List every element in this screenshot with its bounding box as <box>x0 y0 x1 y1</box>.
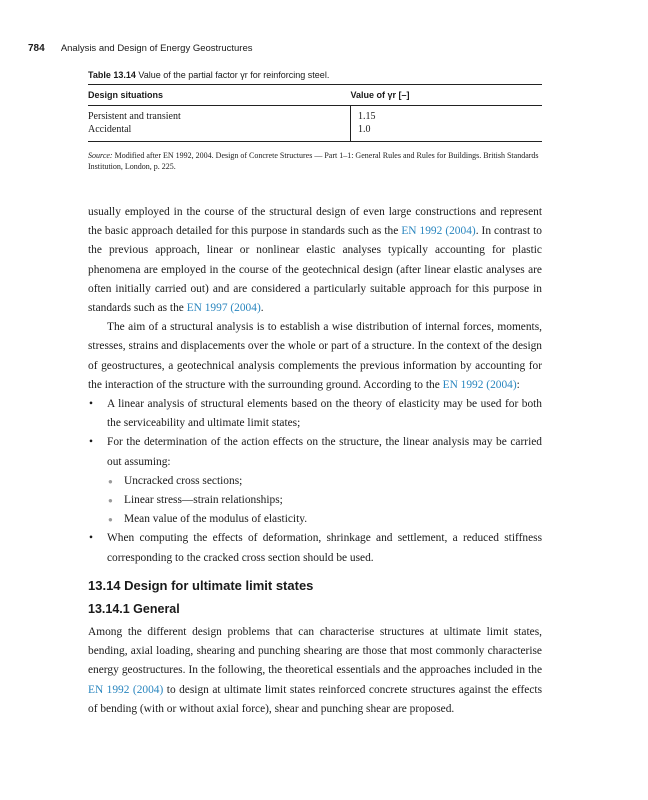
table-block <box>88 70 542 172</box>
partial-factor-table <box>88 84 542 142</box>
bullet-icon: • <box>89 436 93 449</box>
table-source-note <box>88 150 542 172</box>
citation-link[interactable]: EN 1992 (2004) <box>88 683 164 696</box>
list-item-text: For the determination of the action effects on the structure, the linear analysis may be carried out assuming: <box>107 436 542 468</box>
table-row <box>88 106 542 124</box>
sub-list-item <box>107 491 542 510</box>
citation-link[interactable]: EN 1997 (2004) <box>186 302 261 315</box>
sub-bullet-list <box>107 472 542 530</box>
table-header-row <box>88 85 542 106</box>
column-header: Design situations <box>88 85 351 106</box>
text-run: usually employed in the course of the structural design of even large constructions and represent the basic approach detailed for this purpose in standards such as the <box>88 206 542 238</box>
list-item-text: A linear analysis of structural elements based on the theory of elasticity may be used for both the serviceability and ultimate limit states; <box>107 398 542 430</box>
text-run: . <box>260 302 264 315</box>
bullet-icon: • <box>89 398 93 411</box>
citation-link[interactable]: EN 1992 (2004) <box>401 225 476 238</box>
table-caption-text: Value of the partial factor γr for reinforcing steel. <box>138 70 330 80</box>
subsection-heading: 13.14.1 General <box>88 602 180 616</box>
text-run: Among the different design problems that can characterise structures at ultimate limit states, bending, axial loading, shearing and punching shearing are those that most commonly characterise energy geostructures. In the following, the theoretical essentials and the approaches included in the <box>88 626 542 677</box>
table-cell: 1.15 <box>351 106 543 124</box>
column-header: Value of γr [–] <box>351 85 543 106</box>
section-body-text <box>88 623 542 719</box>
table-row <box>88 123 542 142</box>
list-item-text: Mean value of the modulus of elasticity. <box>124 513 308 526</box>
page-number: 784 <box>28 43 45 54</box>
table-caption-label: Table 13.14 <box>88 70 136 80</box>
list-item <box>88 529 542 567</box>
running-title: Analysis and Design of Energy Geostructures <box>60 43 253 54</box>
list-item-text: Linear stress—strain relationships; <box>124 494 283 507</box>
sub-list-item <box>107 472 542 491</box>
text-run: : <box>516 378 520 391</box>
list-item-text: When computing the effects of deformation, shrinkage and settlement, a reduced stiffness corresponding to the cracked cross section should be used. <box>107 532 542 564</box>
sub-bullet-icon: ● <box>108 476 113 486</box>
running-header <box>28 43 253 54</box>
bullet-list <box>88 395 542 568</box>
list-item-text: Uncracked cross sections; <box>124 474 243 487</box>
text-run: to design at ultimate limit states reinforced concrete structures against the effects of bending (with or without axial force), shear and punching shear are proposed. <box>88 683 542 715</box>
bullet-icon: • <box>89 532 93 545</box>
list-item <box>88 433 542 529</box>
sub-bullet-icon: ● <box>108 515 113 525</box>
body-text <box>88 203 542 568</box>
table-cell: Accidental <box>88 123 351 142</box>
table-cell: Persistent and transient <box>88 111 181 122</box>
paragraph <box>88 318 542 395</box>
paragraph <box>88 623 542 719</box>
text-run: . In contrast to the previous approach, linear or nonlinear elastic analyses typically accounting for plastic phenomena are employed in the course of the geotechnical design (after linear elastic analyses are often initially carried out) and are considered a particularly suitable approach for this purpose in standards such as the <box>88 225 542 315</box>
text-run: The aim of a structural analysis is to establish a wise distribution of internal forces, moments, stresses, strains and displacements over the whole or part of a structure. In the context of the design of geostructures, a geotechnical analysis complements the previous information by accounting for the interaction of the structure with the surrounding ground. According to the <box>88 321 542 391</box>
sub-list-item <box>107 510 542 529</box>
paragraph <box>88 203 542 318</box>
source-label: Source: <box>88 151 113 160</box>
list-item <box>88 395 542 433</box>
table-caption <box>88 70 542 80</box>
source-text: Modified after EN 1992, 2004. Design of Concrete Structures — Part 1–1: General Rules and Rules for Buildings. British Standards Institution, London, p. 225. <box>88 151 539 171</box>
section-heading: 13.14 Design for ultimate limit states <box>88 578 314 593</box>
citation-link[interactable]: EN 1992 (2004) <box>442 378 517 391</box>
table-cell: 1.0 <box>351 123 543 142</box>
sub-bullet-icon: ● <box>108 496 113 506</box>
